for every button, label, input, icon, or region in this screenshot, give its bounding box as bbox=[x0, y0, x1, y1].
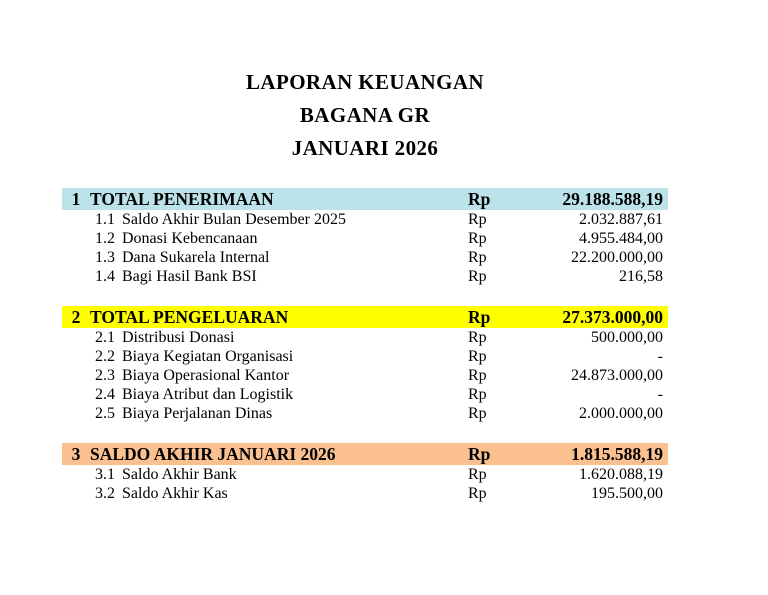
currency-label: Rp bbox=[468, 485, 487, 502]
item-amount: 216,58 bbox=[619, 268, 663, 285]
item-number: 1.1 bbox=[95, 211, 115, 228]
currency-label: Rp bbox=[468, 348, 487, 365]
section-label: TOTAL PENERIMAAN bbox=[90, 189, 274, 209]
currency-label: Rp bbox=[468, 405, 487, 422]
item-number: 2.3 bbox=[95, 367, 115, 384]
item-amount: 22.200.000,00 bbox=[571, 249, 663, 266]
item-label: Biaya Operasional Kantor bbox=[122, 367, 290, 384]
item-number: 3.2 bbox=[95, 485, 115, 502]
section-number: 1 bbox=[71, 189, 81, 209]
currency-label: Rp bbox=[468, 329, 487, 346]
item-amount: 4.955.484,00 bbox=[579, 230, 663, 247]
item-number: 3.1 bbox=[95, 466, 115, 483]
item-amount: - bbox=[657, 386, 663, 403]
section-header-row-pengeluaran bbox=[62, 306, 668, 328]
section-header-row-saldo-akhir bbox=[62, 443, 668, 465]
currency-label: Rp bbox=[468, 268, 487, 285]
item-label: Saldo Akhir Bank bbox=[122, 466, 237, 483]
section-label: SALDO AKHIR JANUARI 2026 bbox=[90, 444, 336, 464]
item-amount: - bbox=[657, 348, 663, 365]
section-label: TOTAL PENGELUARAN bbox=[90, 307, 289, 327]
item-number: 2.1 bbox=[95, 329, 115, 346]
currency-label: Rp bbox=[468, 307, 491, 327]
detail-row-saldo-akhir-bank bbox=[62, 465, 668, 484]
currency-label: Rp bbox=[468, 386, 487, 403]
detail-row-dana-sukarela-internal bbox=[62, 248, 668, 267]
item-amount: 2.000.000,00 bbox=[579, 405, 663, 422]
item-number: 2.4 bbox=[95, 386, 115, 403]
item-amount: 500.000,00 bbox=[591, 329, 663, 346]
item-amount: 195.500,00 bbox=[591, 485, 663, 502]
detail-row-bagi-hasil-bank-bsi bbox=[62, 267, 668, 286]
item-label: Saldo Akhir Kas bbox=[122, 485, 228, 502]
item-number: 2.2 bbox=[95, 348, 115, 365]
item-label: Biaya Atribut dan Logistik bbox=[122, 386, 294, 403]
currency-label: Rp bbox=[468, 211, 487, 228]
section-number: 2 bbox=[71, 307, 81, 327]
currency-label: Rp bbox=[468, 367, 487, 384]
currency-label: Rp bbox=[468, 466, 487, 483]
item-number: 2.5 bbox=[95, 405, 115, 422]
detail-row-saldo-akhir-desember bbox=[62, 210, 668, 229]
report-title-block bbox=[62, 66, 668, 165]
item-label: Bagi Hasil Bank BSI bbox=[122, 268, 257, 285]
detail-row-biaya-atribut-dan-logistik bbox=[62, 385, 668, 404]
section-amount: 1.815.588,19 bbox=[571, 444, 663, 464]
item-amount: 1.620.088,19 bbox=[579, 466, 663, 483]
item-number: 1.2 bbox=[95, 230, 115, 247]
item-label: Donasi Kebencanaan bbox=[122, 230, 258, 247]
section-amount: 29.188.588,19 bbox=[562, 189, 663, 209]
currency-label: Rp bbox=[468, 444, 491, 464]
detail-row-biaya-perjalanan-dinas bbox=[62, 404, 668, 423]
detail-row-biaya-kegiatan-organisasi bbox=[62, 347, 668, 366]
section-amount: 27.373.000,00 bbox=[562, 307, 663, 327]
section-total-penerimaan bbox=[62, 188, 668, 286]
section-saldo-akhir bbox=[62, 443, 668, 503]
detail-row-biaya-operasional-kantor bbox=[62, 366, 668, 385]
item-number: 1.3 bbox=[95, 249, 115, 266]
item-label: Distribusi Donasi bbox=[122, 329, 235, 346]
report-org-name: BAGANA GR bbox=[299, 103, 431, 127]
item-label: Biaya Perjalanan Dinas bbox=[122, 405, 273, 422]
detail-row-donasi-kebencanaan bbox=[62, 229, 668, 248]
report-title: LAPORAN KEUANGAN bbox=[246, 70, 484, 94]
section-number: 3 bbox=[71, 444, 81, 464]
report-period: JANUARI 2026 bbox=[291, 136, 439, 160]
currency-label: Rp bbox=[468, 189, 491, 209]
section-total-pengeluaran bbox=[62, 306, 668, 423]
item-label: Saldo Akhir Bulan Desember 2025 bbox=[122, 211, 346, 228]
item-amount: 24.873.000,00 bbox=[571, 367, 663, 384]
item-amount: 2.032.887,61 bbox=[579, 211, 663, 228]
item-number: 1.4 bbox=[95, 268, 115, 285]
currency-label: Rp bbox=[468, 249, 487, 266]
section-header-row-penerimaan bbox=[62, 188, 668, 210]
item-label: Biaya Kegiatan Organisasi bbox=[122, 348, 294, 365]
item-label: Dana Sukarela Internal bbox=[122, 249, 270, 266]
financial-table bbox=[62, 188, 668, 503]
currency-label: Rp bbox=[468, 230, 487, 247]
detail-row-distribusi-donasi bbox=[62, 328, 668, 347]
detail-row-saldo-akhir-kas bbox=[62, 484, 668, 503]
